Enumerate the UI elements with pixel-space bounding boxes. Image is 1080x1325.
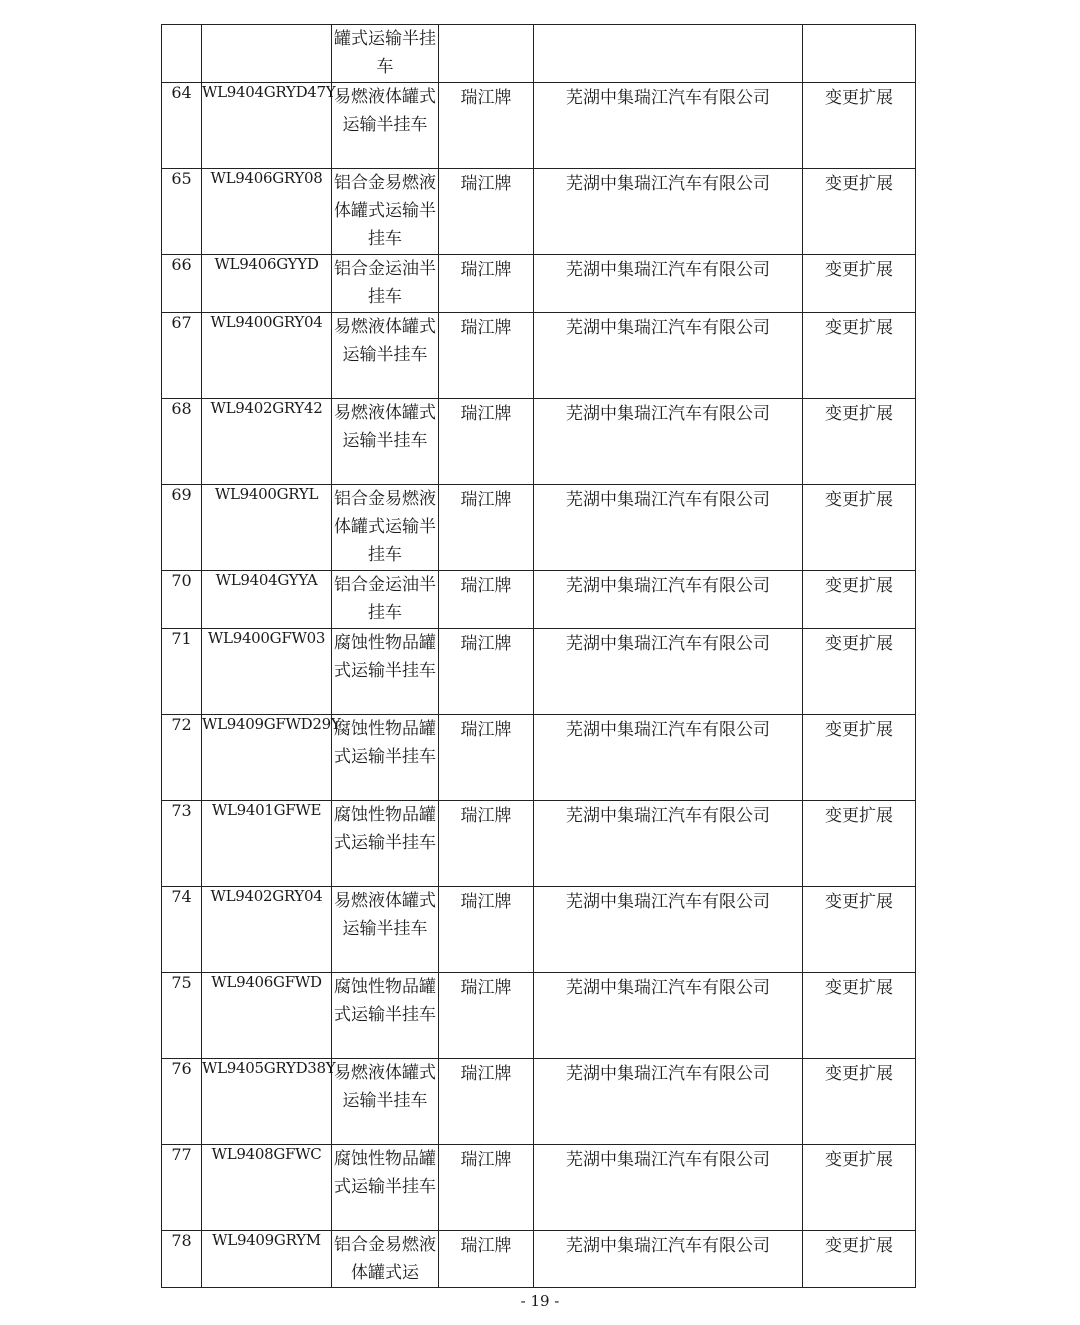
table-row	[162, 571, 916, 629]
brand-name: 瑞江牌	[439, 973, 534, 1059]
brand-name: 瑞江牌	[439, 1059, 534, 1145]
model-code: WL9400GRY04	[202, 313, 332, 399]
model-code: WL9402GRY04	[202, 887, 332, 973]
change-type: 变更扩展	[803, 571, 916, 629]
table-body	[162, 25, 916, 1288]
change-type: 变更扩展	[803, 715, 916, 801]
row-number: 71	[162, 629, 202, 715]
change-type: 变更扩展	[803, 1059, 916, 1145]
brand-name: 瑞江牌	[439, 169, 534, 255]
row-number: 64	[162, 83, 202, 169]
row-number: 69	[162, 485, 202, 571]
table-row	[162, 973, 916, 1059]
company-name: 芜湖中集瑞江汽车有限公司	[534, 571, 803, 629]
table-row	[162, 83, 916, 169]
model-code: WL9408GFWC	[202, 1145, 332, 1231]
product-name: 腐蚀性物品罐式运输半挂车	[332, 629, 439, 715]
company-name: 芜湖中集瑞江汽车有限公司	[534, 715, 803, 801]
brand-name: 瑞江牌	[439, 485, 534, 571]
model-code	[202, 25, 332, 83]
row-number: 67	[162, 313, 202, 399]
change-type: 变更扩展	[803, 1231, 916, 1288]
product-name: 罐式运输半挂车	[332, 25, 439, 83]
change-type	[803, 25, 916, 83]
product-name: 铝合金运油半挂车	[332, 255, 439, 313]
model-code: WL9400GRYL	[202, 485, 332, 571]
brand-name: 瑞江牌	[439, 399, 534, 485]
model-code: WL9406GRY08	[202, 169, 332, 255]
change-type: 变更扩展	[803, 83, 916, 169]
company-name: 芜湖中集瑞江汽车有限公司	[534, 801, 803, 887]
row-number: 78	[162, 1231, 202, 1288]
company-name: 芜湖中集瑞江汽车有限公司	[534, 399, 803, 485]
company-name: 芜湖中集瑞江汽车有限公司	[534, 1231, 803, 1288]
table-row	[162, 485, 916, 571]
table-row	[162, 629, 916, 715]
model-code: WL9405GRYD38Y	[202, 1059, 332, 1145]
brand-name: 瑞江牌	[439, 887, 534, 973]
product-name: 铝合金易燃液体罐式运	[332, 1231, 439, 1288]
product-name: 腐蚀性物品罐式运输半挂车	[332, 973, 439, 1059]
product-name: 腐蚀性物品罐式运输半挂车	[332, 1145, 439, 1231]
model-code: WL9404GYYA	[202, 571, 332, 629]
product-name: 易燃液体罐式运输半挂车	[332, 83, 439, 169]
brand-name: 瑞江牌	[439, 255, 534, 313]
row-number: 70	[162, 571, 202, 629]
company-name: 芜湖中集瑞江汽车有限公司	[534, 973, 803, 1059]
table-row	[162, 169, 916, 255]
company-name: 芜湖中集瑞江汽车有限公司	[534, 255, 803, 313]
change-type: 变更扩展	[803, 399, 916, 485]
brand-name: 瑞江牌	[439, 1231, 534, 1288]
product-name: 易燃液体罐式运输半挂车	[332, 887, 439, 973]
model-code: WL9400GFW03	[202, 629, 332, 715]
company-name: 芜湖中集瑞江汽车有限公司	[534, 887, 803, 973]
company-name: 芜湖中集瑞江汽车有限公司	[534, 485, 803, 571]
product-name: 易燃液体罐式运输半挂车	[332, 313, 439, 399]
table-row	[162, 1059, 916, 1145]
change-type: 变更扩展	[803, 169, 916, 255]
brand-name: 瑞江牌	[439, 629, 534, 715]
company-name: 芜湖中集瑞江汽车有限公司	[534, 313, 803, 399]
model-code: WL9409GFWD29Y	[202, 715, 332, 801]
table-row	[162, 1145, 916, 1231]
company-name: 芜湖中集瑞江汽车有限公司	[534, 1059, 803, 1145]
product-name: 易燃液体罐式运输半挂车	[332, 1059, 439, 1145]
product-name: 易燃液体罐式运输半挂车	[332, 399, 439, 485]
model-code: WL9406GFWD	[202, 973, 332, 1059]
row-number: 65	[162, 169, 202, 255]
row-number: 77	[162, 1145, 202, 1231]
table-row	[162, 313, 916, 399]
change-type: 变更扩展	[803, 485, 916, 571]
table-row	[162, 399, 916, 485]
model-code: WL9401GFWE	[202, 801, 332, 887]
row-number: 76	[162, 1059, 202, 1145]
row-number: 74	[162, 887, 202, 973]
change-type: 变更扩展	[803, 973, 916, 1059]
table-row	[162, 801, 916, 887]
company-name: 芜湖中集瑞江汽车有限公司	[534, 83, 803, 169]
row-number: 73	[162, 801, 202, 887]
company-name: 芜湖中集瑞江汽车有限公司	[534, 629, 803, 715]
change-type: 变更扩展	[803, 313, 916, 399]
product-name: 铝合金运油半挂车	[332, 571, 439, 629]
model-code: WL9406GYYD	[202, 255, 332, 313]
brand-name: 瑞江牌	[439, 83, 534, 169]
brand-name: 瑞江牌	[439, 801, 534, 887]
row-number: 72	[162, 715, 202, 801]
brand-name	[439, 25, 534, 83]
change-type: 变更扩展	[803, 887, 916, 973]
table-row	[162, 1231, 916, 1288]
company-name: 芜湖中集瑞江汽车有限公司	[534, 169, 803, 255]
change-type: 变更扩展	[803, 1145, 916, 1231]
company-name: 芜湖中集瑞江汽车有限公司	[534, 1145, 803, 1231]
change-type: 变更扩展	[803, 801, 916, 887]
product-name: 铝合金易燃液体罐式运输半挂车	[332, 169, 439, 255]
brand-name: 瑞江牌	[439, 313, 534, 399]
model-code: WL9402GRY42	[202, 399, 332, 485]
model-code: WL9409GRYM	[202, 1231, 332, 1288]
brand-name: 瑞江牌	[439, 1145, 534, 1231]
table-row	[162, 25, 916, 83]
change-type: 变更扩展	[803, 255, 916, 313]
vehicle-table	[161, 24, 916, 1288]
table-row	[162, 255, 916, 313]
company-name	[534, 25, 803, 83]
row-number: 75	[162, 973, 202, 1059]
brand-name: 瑞江牌	[439, 571, 534, 629]
page-number: - 19 -	[520, 1292, 560, 1310]
brand-name: 瑞江牌	[439, 715, 534, 801]
table-row	[162, 887, 916, 973]
product-name: 腐蚀性物品罐式运输半挂车	[332, 715, 439, 801]
model-code: WL9404GRYD47Y	[202, 83, 332, 169]
row-number: 68	[162, 399, 202, 485]
product-name: 铝合金易燃液体罐式运输半挂车	[332, 485, 439, 571]
row-number: 66	[162, 255, 202, 313]
row-number	[162, 25, 202, 83]
table-row	[162, 715, 916, 801]
change-type: 变更扩展	[803, 629, 916, 715]
product-name: 腐蚀性物品罐式运输半挂车	[332, 801, 439, 887]
